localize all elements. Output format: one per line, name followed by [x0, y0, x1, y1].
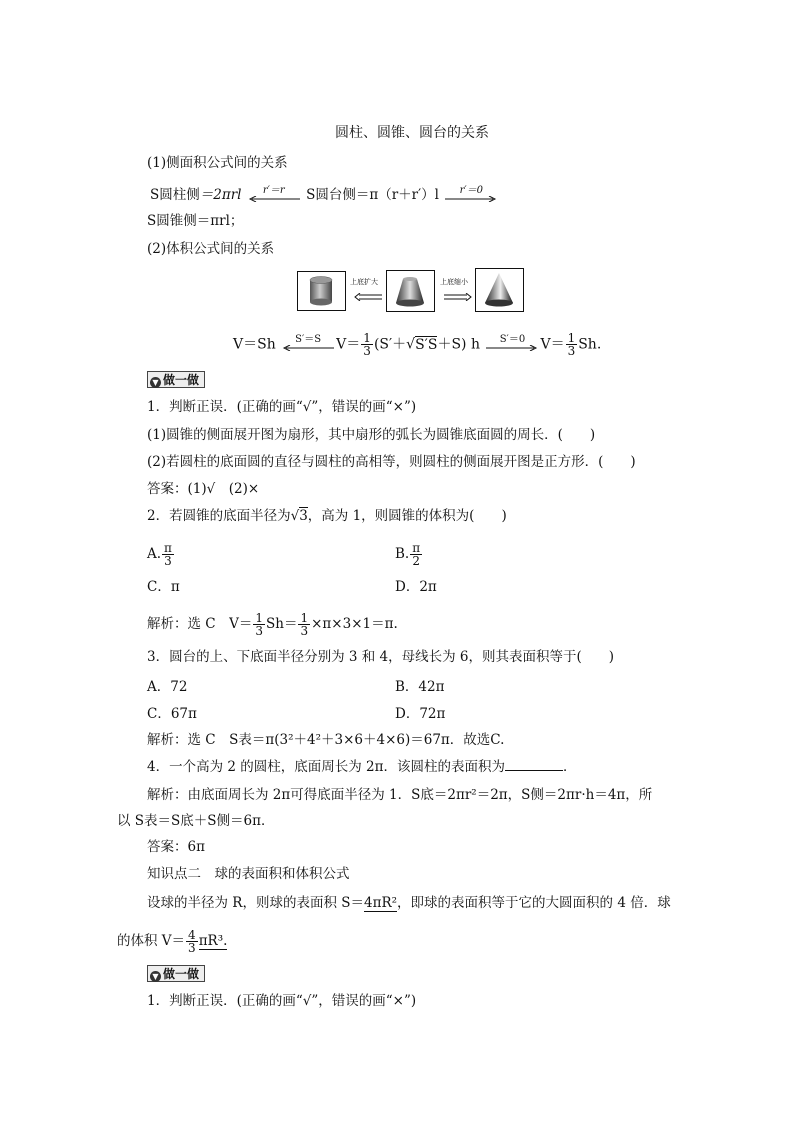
arrow-right-2: S′＝0: [486, 336, 538, 354]
enlarge-label: 上底扩大: [350, 278, 378, 286]
q3-stem: 3．圆台的上、下底面半径分别为 3 和 4，母线长为 6，则其表面积等于( ): [147, 649, 615, 665]
q2-option-c: C．π: [147, 579, 180, 595]
q4-solution-2: 以 S表＝S底＋S侧＝6π．: [117, 813, 275, 829]
double-arrow-right: [444, 288, 472, 306]
q3-option-b: B．42π: [395, 679, 445, 695]
q3-option-d: D．72π: [395, 706, 446, 722]
cylinder-figure: [297, 271, 346, 311]
q5-stem: 1．判断正误．(正确的画“√”，错误的画“×”): [147, 993, 417, 1009]
triangle-down-icon: ▼: [150, 377, 161, 388]
shrink-label: 上底缩小: [440, 278, 468, 286]
q3-option-c: C．67π: [147, 706, 197, 722]
q4-stem: 4．一个高为 2 的圆柱，底面周长为 2π．该圆柱的表面积为 ．: [147, 759, 577, 775]
cyl-lateral: S圆柱侧: [150, 187, 200, 203]
frustum-figure: [386, 270, 435, 312]
q4-answer: 答案：6π: [147, 839, 205, 855]
triangle-down-icon: ▼: [150, 971, 161, 982]
cone-lateral-formula: S圆锥侧＝πrl；: [147, 213, 244, 229]
arrow-right-1: r′＝0: [445, 187, 497, 205]
sphere-line-2: 的体积 V＝ $\frac{4}{3}$ πR³.: [117, 928, 228, 955]
section-volume: (2)体积公式间的关系: [147, 241, 275, 257]
q1-b: (2)若圆柱的底面圆的直径与圆柱的高相等，则圆柱的侧面展开图是正方形．( ): [147, 454, 636, 470]
q3-solution: 解析：选 C S表＝π(3²＋4²＋3×6＋4×6)＝67π．故选C.: [147, 732, 505, 748]
q3-option-a: A．72: [147, 679, 188, 695]
cone-figure: [475, 268, 524, 312]
lateral-area-formula: S圆柱侧＝2πrl r′＝r S圆台侧＝π（r＋r′）l r′＝0: [150, 186, 499, 205]
q2-stem: 2．若圆锥的底面半径为√3，高为 1，则圆锥的体积为( ): [147, 508, 507, 524]
q2-option-a: A. $\frac{\pi}{3}$: [147, 541, 172, 568]
sphere-line-1: 设球的半径为 R，则球的表面积 S＝4πR²，即球的表面积等于它的大圆面积的 4 倍．球: [147, 895, 671, 911]
page-title: 圆柱、圆锥、圆台的关系: [335, 125, 489, 141]
q2-option-d: D．2π: [395, 579, 437, 595]
q2-option-b: B. $\frac{\pi}{2}$: [395, 541, 421, 568]
section-lateral-area: (1)侧面积公式间的关系: [147, 155, 288, 171]
q1-stem: 1．判断正误．(正确的画“√”，错误的画“×”): [147, 399, 417, 415]
q4-solution-1: 解析：由底面周长为 2π可得底面半径为 1．S底＝2πr²＝2π，S侧＝2πr·h＝4π，所: [147, 787, 653, 803]
q1-answer: 答案：(1)√ (2)×: [147, 481, 260, 497]
try-it-badge: ▼ 做一做: [147, 371, 205, 388]
answer-blank[interactable]: [505, 758, 563, 771]
arrow-left-2: S′＝S: [282, 336, 334, 354]
q1-a: (1)圆锥的侧面展开图为扇形，其中扇形的弧长为圆锥底面圆的周长．( ): [147, 427, 596, 443]
knowledge-point-2: 知识点二 球的表面积和体积公式: [147, 866, 350, 882]
volume-formula: V＝Sh S′＝S V＝ $\frac{1}{3}$ (S′＋√S′S＋S) h S′＝0 V＝ $\frac{1}{3}$ Sh.: [233, 331, 602, 358]
frustum-lateral: S圆台侧: [306, 187, 356, 203]
arrow-left-1: r′＝r: [248, 187, 300, 205]
q2-solution: 解析：选 C V＝ $\frac{1}{3}$ Sh＝ $\frac{1}{3}$ ×π×3×1＝π.: [147, 611, 398, 638]
double-arrow-left: [354, 288, 382, 306]
try-it-badge-2: ▼ 做一做: [147, 965, 205, 982]
